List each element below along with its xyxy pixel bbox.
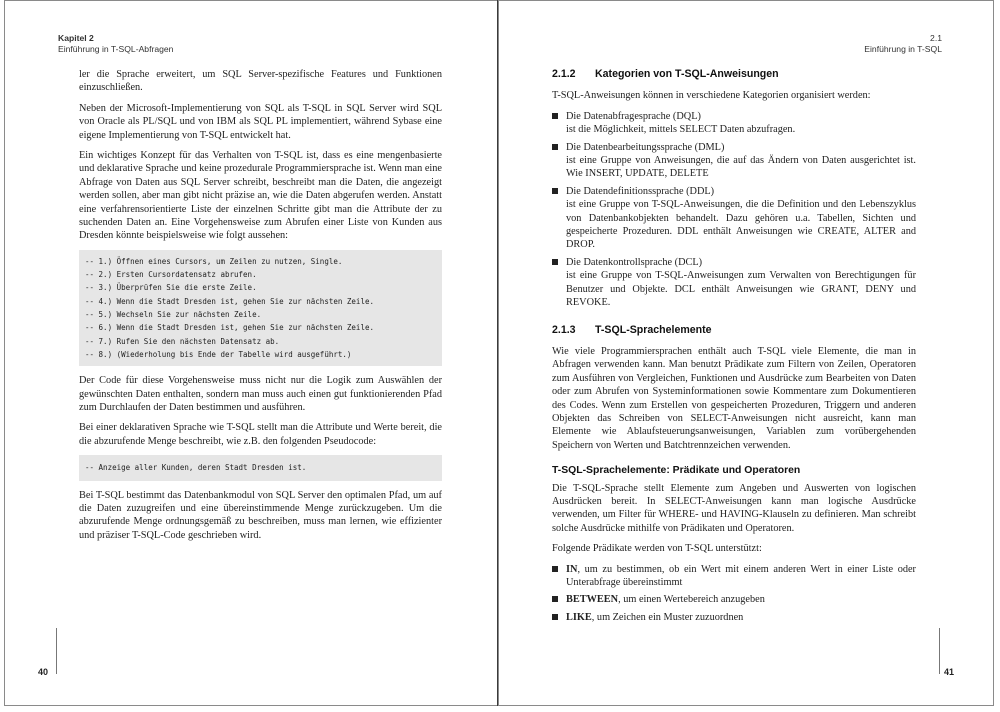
bullet-square-icon [552,596,558,602]
category-description: ist eine Gruppe von Anweisungen, die auf das Ändern von Daten ausgerichtet ist. Wie INSERT, UPDATE, DELETE [566,155,916,180]
paragraph: Bei einer deklarativen Sprache wie T-SQL stellt man die Attribute und Werte bereit, die die abzurufende Menge beschreibt, wie z.B. den folgenden Pseudocode: [79,422,442,447]
list-item [552,256,916,310]
subheading-predicates: T-SQL-Sprachelemente: Prädikate und Operatoren [552,465,801,477]
category-list [552,110,916,310]
right-page-number: 41 [944,667,955,677]
heading-number: 2.1.2 [552,68,576,80]
left-page-number: 40 [38,667,49,677]
predicate-text: , um einen Wertebereich anzugeben [618,594,765,606]
list-item [552,563,916,590]
paragraph: Wie viele Programmiersprachen enthält auch T-SQL viele Elemente, die man in Abfragen verwenden kann. Man benutzt Prädikate zum Filtern von Zeilen, Operatoren zum Ausführen von Vergleichen, Funktionen und Ausdrücke zum Bearbeiten von Daten oder zum Abrufen von Systeminformationen sowie Kommentare zum Dokumentieren des Codes. Wenn zum Erstellen von gespeicherten Prozeduren, Triggern und anderen Objekten das Schreiben von SELECT-Anweisungen nicht ausreicht, kann man Elemente wie Ablaufsteuerungsanweisungen, Variablen zum vorübergehenden Speichern von Werten und Batchtrennzeichen verwenden. [552,345,916,451]
code-line: -- 4.) Wenn die Stadt Dresden ist, gehen Sie zur nächsten Zeile. [85,296,374,306]
category-name: Die Datendefinitionssprache (DDL) [566,185,715,197]
predicate-keyword: LIKE [566,611,592,623]
category-name: Die Datenkontrollsprache (DCL) [566,256,703,268]
paragraph: Der Code für diese Vorgehensweise muss nicht nur die Logik zum Auswählen der gewünschten Daten enthalten, sondern man muss auch einen gut funktionierenden Pfad zum Durchlaufen der Daten bestimmen und ausführen. [79,375,442,414]
code-line: -- 3.) Überprüfen Sie die erste Zeile. [85,283,257,293]
heading-2-1-3 [552,324,916,337]
predicate-text: , um zu bestimmen, ob ein Wert mit einem anderen Wert in einer Liste oder Unterabfrage übereinstimmt [566,563,916,588]
code-line: -- 6.) Wenn die Stadt Dresden ist, gehen Sie zur nächsten Zeile. [85,323,374,333]
chapter-title: Einführung in T-SQL-Abfragen [58,44,174,54]
code-line: -- 7.) Rufen Sie den nächsten Datensatz ab. [85,336,280,346]
predicate-keyword: BETWEEN [566,594,619,606]
code-line: -- 1.) Öffnen eines Cursors, um Zeilen zu nutzen, Single. [85,256,343,266]
list-item [552,141,916,181]
paragraph: Neben der Microsoft-Implementierung von SQL als T-SQL in SQL Server wird SQL von Oracle als PL/SQL und von IBM als SQL PL implementiert, während Sybase eine eigene Implementierung von T-SQL entwickelt hat. [79,102,442,141]
category-description: ist eine Gruppe von T-SQL-Anweisungen, die die Definition und den Lebenszyklus von Datenbankobjekten behandelt. Dazu gehören u.a. Tabellen, Sichten und gespeicherte Prozeduren. DDL enthält Anweisungen wie CREATE, ALTER and DROP. [566,199,916,251]
left-text-column [79,68,442,549]
paragraph: Die T-SQL-Sprache stellt Elemente zum Angeben und Auswerten von logischen Ausdrücken bereit. In SELECT-Anweisungen kann man logische Ausdrücke verwenden, um Filter für WHERE- und HAVING-Klauseln zu definieren. Man schreibt solche Ausdrücke mithilfe von Prädikaten und Operatoren. [552,482,916,534]
right-text-column [552,68,916,630]
code-line: -- 2.) Ersten Cursordatensatz abrufen. [85,270,257,280]
list-item [552,593,916,606]
chapter-label: Kapitel 2 [58,33,94,43]
page-edge-mark [939,628,940,674]
bullet-square-icon [552,113,558,119]
paragraph: Folgende Prädikate werden von T-SQL unterstützt: [552,543,762,555]
code-block-procedural [79,250,442,366]
paragraph: Ein wichtiges Konzept für das Verhalten von T-SQL ist, dass es eine mengenbasierte und deklarative Sprache und keine prozedurale Programmiersprache ist. Wenn man eine Abfrage von Daten aus SQL Server schreibt, beschreibt man die Daten, die angezeigt werden sollen, aber man gibt nicht präzise an, wie die Daten abgerufen werden. Anstatt eine verfahrensorientierte Liste der einzelnen Schritte gibt man die Attribute der zu suchenden Daten an. Eine Vorgehensweise zum Abrufen einer Liste von Kunden aus Dresden könnte beispielsweise wie folgt aussehen: [79,150,442,242]
paragraph: T-SQL-Anweisungen können in verschiedene Kategorien organisiert werden: [552,90,871,102]
heading-text: Kategorien von T-SQL-Anweisungen [595,68,779,80]
bullet-square-icon [552,188,558,194]
category-description: ist eine Gruppe von T-SQL-Anweisungen zum Verwalten von Berechtigungen für Benutzer und Objekte. DCL enthält Anweisungen wie GRANT, DENY und REVOKE. [566,270,916,309]
page-edge-mark [56,628,57,674]
category-name: Die Datenabfragesprache (DQL) [566,110,701,122]
predicate-list [552,563,916,625]
category-name: Die Datenbearbeitungssprache (DML) [566,141,725,153]
bullet-square-icon [552,614,558,620]
list-item [552,185,916,252]
list-item [552,611,916,624]
category-description: ist die Möglichkeit, mittels SELECT Daten abzufragen. [566,124,796,136]
left-running-header [58,33,173,55]
code-line: -- 8.) (Wiederholung bis Ende der Tabelle wird ausgeführt.) [85,349,352,359]
right-running-header [864,33,942,55]
code-block-pseudocode [79,455,442,480]
predicate-text: , um Zeichen ein Muster zuzuordnen [591,611,744,623]
bullet-square-icon [552,566,558,572]
code-line: -- 5.) Wechseln Sie zur nächsten Zeile. [85,310,262,320]
list-item [552,110,916,137]
bullet-square-icon [552,144,558,150]
paragraph: ler die Sprache erweitert, um SQL Server-spezifische Features und Funktionen einzuschließen. [79,69,442,94]
code-line: -- Anzeige aller Kunden, deren Stadt Dresden ist. [85,463,307,473]
heading-text: T-SQL-Sprachelemente [595,323,712,336]
predicate-keyword: IN [566,563,578,575]
heading-2-1-2 [552,68,916,81]
heading-number: 2.1.3 [552,323,576,336]
bullet-square-icon [552,259,558,265]
paragraph: Bei T-SQL bestimmt das Datenbankmodul von SQL Server den optimalen Pfad, um auf die Daten zuzugreifen und eine übereinstimmende Menge zurückzugeben. Um die abzurufende Menge ordnungsgemäß zu beschreiben, muss man lernen, wie effizienter und präziser T-SQL-Code geschrieben wird. [79,489,442,541]
section-title: Einführung in T-SQL [864,44,942,54]
section-number: 2.1 [930,33,942,43]
